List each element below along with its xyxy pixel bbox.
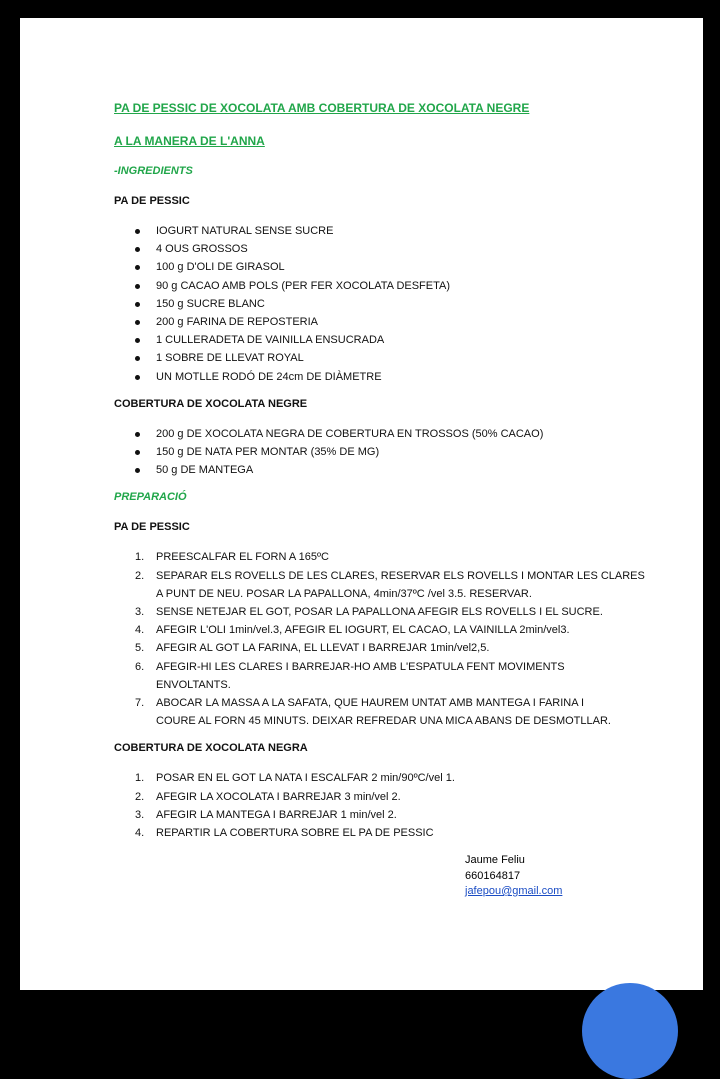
- list-item: 150 g SUCRE BLANC: [114, 295, 674, 313]
- prep-sponge-steps: [114, 548, 674, 730]
- step-item: [114, 658, 674, 694]
- list-item: UN MOTLLE RODÓ DE 24cm DE DIÀMETRE: [114, 368, 674, 386]
- step-text: AFEGIR AL GOT LA FARINA, EL LLEVAT I BARREJAR 1min/vel2,5.: [156, 642, 490, 655]
- list-item: 50 g DE MANTEGA: [114, 461, 674, 479]
- prep-sponge-heading: PA DE PESSIC: [114, 521, 190, 534]
- recipe-title: PA DE PESSIC DE XOCOLATA AMB COBERTURA DE XOCOLATA NEGRE: [114, 101, 530, 115]
- coating-ingredients-list: [114, 425, 674, 480]
- step-item: [114, 548, 674, 566]
- step-text: COURE AL FORN 45 MINUTS. DEIXAR REFREDAR UNA MICA ABANS DE DESMOTLLAR.: [156, 715, 611, 728]
- step-number: 2.: [135, 790, 145, 803]
- list-item: IOGURT NATURAL SENSE SUCRE: [114, 222, 674, 240]
- step-text: REPARTIR LA COBERTURA SOBRE EL PA DE PESSIC: [156, 827, 434, 840]
- step-text: AFEGIR LA MANTEGA I BARREJAR 1 min/vel 2.: [156, 808, 397, 821]
- signature-email-link[interactable]: jafepou@gmail.com: [465, 885, 563, 897]
- list-item: 4 OUS GROSSOS: [114, 240, 674, 258]
- step-number: 1.: [135, 772, 145, 785]
- document-page: [20, 18, 703, 990]
- step-number: 1.: [135, 551, 145, 564]
- signature-block: [465, 853, 562, 900]
- list-item: 100 g D'OLI DE GIRASOL: [114, 258, 674, 276]
- prep-coating-steps: [114, 769, 674, 842]
- signature-name: Jaume Feliu: [465, 854, 525, 866]
- list-item: 1 CULLERADETA DE VAINILLA ENSUCRADA: [114, 331, 674, 349]
- prep-coating-heading: COBERTURA DE XOCOLATA NEGRA: [114, 742, 308, 755]
- preparation-label: PREPARACIÓ: [114, 491, 187, 504]
- step-number: 3.: [135, 606, 145, 619]
- signature-phone: 660164817: [465, 869, 521, 882]
- step-text: ENVOLTANTS.: [156, 678, 231, 691]
- list-item: 90 g CACAO AMB POLS (PER FER XOCOLATA DESFETA): [114, 277, 674, 295]
- step-number: 7.: [135, 697, 145, 710]
- step-text: SENSE NETEJAR EL GOT, POSAR LA PAPALLONA AFEGIR ELS ROVELLS I EL SUCRE.: [156, 606, 603, 619]
- sponge-ingredients-list: [114, 222, 674, 386]
- step-number: 2.: [135, 569, 145, 582]
- sponge-heading: PA DE PESSIC: [114, 195, 190, 207]
- recipe-subtitle: A LA MANERA DE L'ANNA: [114, 134, 265, 148]
- step-item: [114, 769, 674, 787]
- ingredients-label: -INGREDIENTS: [114, 165, 193, 177]
- step-text: A PUNT DE NEU. POSAR LA PAPALLONA, 4min/37ºC /vel 3.5. RESERVAR.: [156, 587, 532, 600]
- step-number: 4.: [135, 827, 145, 840]
- step-item: [114, 824, 674, 842]
- step-text: SEPARAR ELS ROVELLS DE LES CLARES, RESERVAR ELS ROVELLS I MONTAR LES CLARES: [156, 569, 645, 582]
- floating-action-button[interactable]: [582, 983, 678, 1079]
- step-text: ABOCAR LA MASSA A LA SAFATA, QUE HAUREM UNTAT AMB MANTEGA I FARINA I: [156, 697, 585, 710]
- list-item: 150 g DE NATA PER MONTAR (35% DE MG): [114, 443, 674, 461]
- step-item: [114, 788, 674, 806]
- step-item: [114, 694, 674, 730]
- step-text: POSAR EN EL GOT LA NATA I ESCALFAR 2 min/90ºC/vel 1.: [156, 772, 455, 785]
- recipe-content: [114, 100, 674, 842]
- step-number: 3.: [135, 808, 145, 821]
- step-item: [114, 603, 674, 621]
- step-item: [114, 567, 674, 603]
- list-item: 200 g FARINA DE REPOSTERIA: [114, 313, 674, 331]
- step-number: 4.: [135, 624, 145, 637]
- coating-heading: COBERTURA DE XOCOLATA NEGRE: [114, 397, 308, 410]
- step-item: [114, 639, 674, 657]
- step-item: [114, 806, 674, 824]
- step-number: 5.: [135, 642, 145, 655]
- list-item: 200 g DE XOCOLATA NEGRA DE COBERTURA EN TROSSOS (50% CACAO): [114, 425, 674, 443]
- step-text: AFEGIR LA XOCOLATA I BARREJAR 3 min/vel 2.: [156, 790, 401, 803]
- step-text: AFEGIR L'OLI 1min/vel.3, AFEGIR EL IOGURT, EL CACAO, LA VAINILLA 2min/vel3.: [156, 624, 570, 637]
- step-text: PREESCALFAR EL FORN A 165ºC: [156, 551, 329, 564]
- step-item: [114, 621, 674, 639]
- list-item: 1 SOBRE DE LLEVAT ROYAL: [114, 349, 674, 367]
- step-number: 6.: [135, 660, 145, 673]
- step-text: AFEGIR-HI LES CLARES I BARREJAR-HO AMB L'ESPATULA FENT MOVIMENTS: [156, 660, 565, 673]
